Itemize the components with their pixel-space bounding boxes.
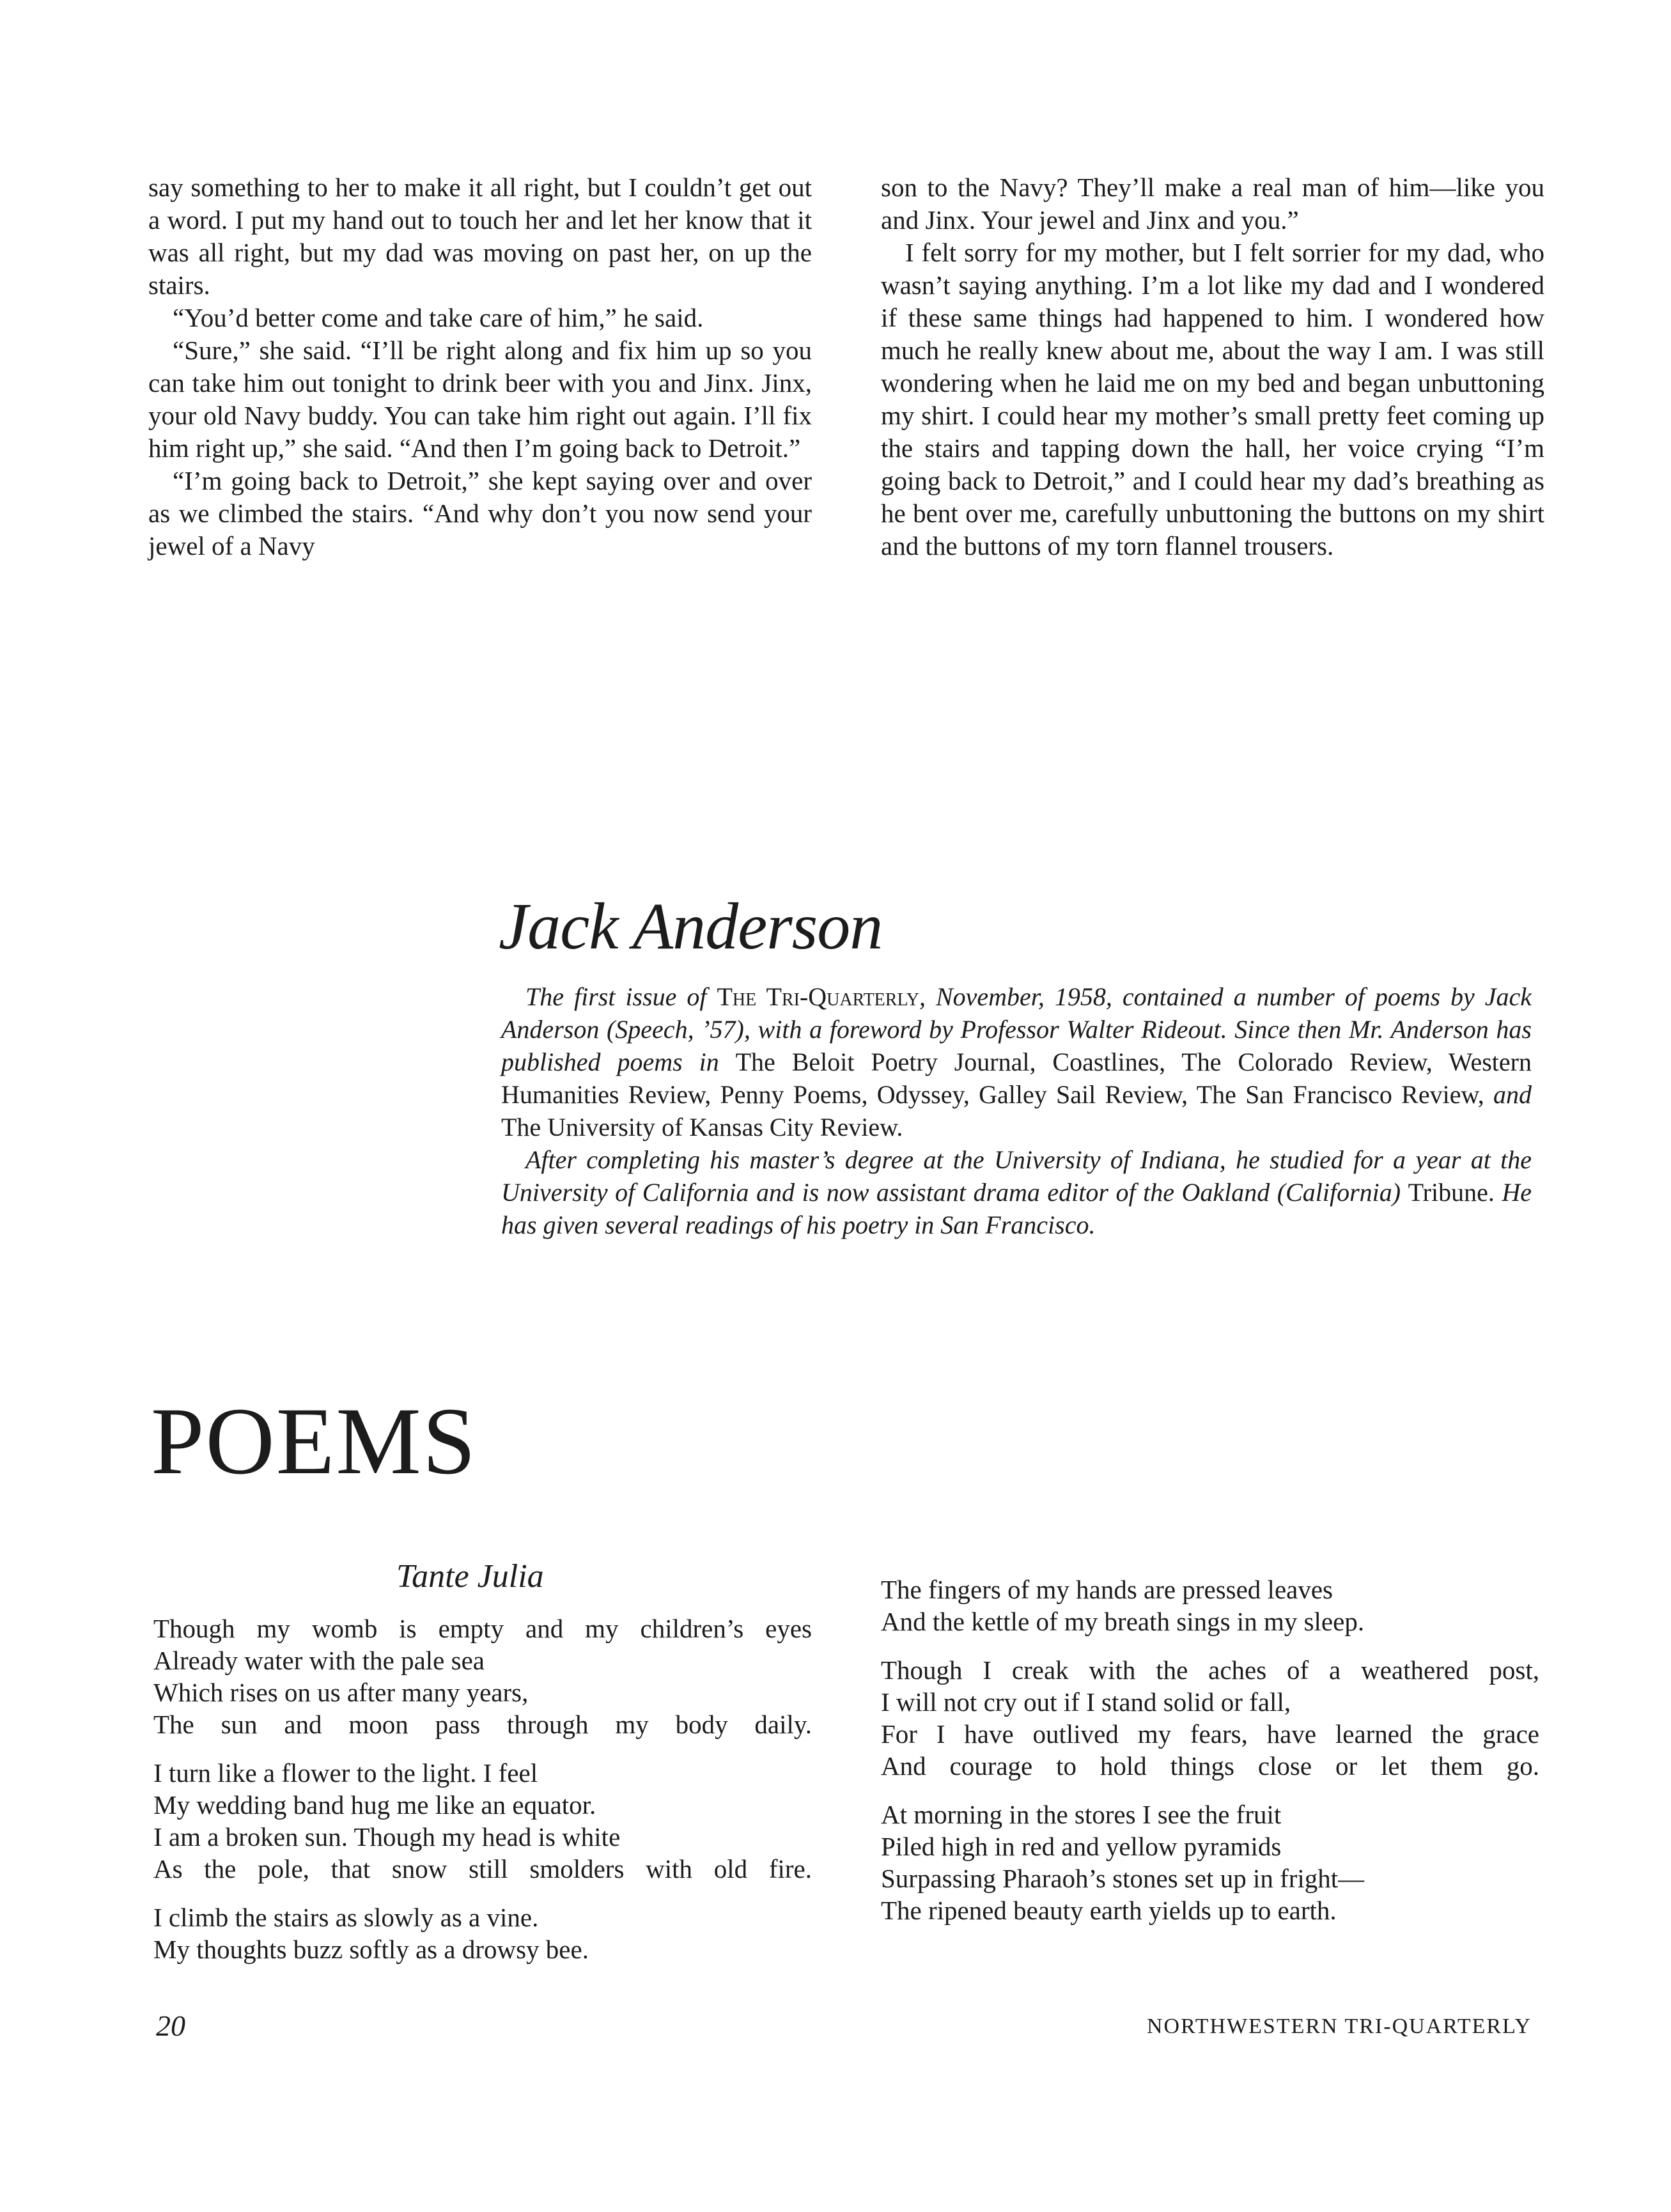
poem-line: I am a broken sun. Though my head is white: [153, 1822, 621, 1852]
poem-line: And the kettle of my breath sings in my sleep.: [881, 1607, 1365, 1636]
poem-stanza: [153, 1613, 812, 1740]
running-footer: NORTHWESTERN TRI-QUARTERLY: [1146, 2015, 1532, 2038]
story-paragraph: “You’d better come and take care of him,” he said.: [173, 303, 704, 332]
newspaper-title: Tribune.: [1408, 1178, 1495, 1207]
story-column-right: [881, 171, 1544, 562]
poem-line: For I have outlived my fears, have learned the grace: [881, 1719, 1539, 1749]
bio-paragraph: [501, 980, 1532, 1143]
story-column-left: [148, 171, 812, 562]
story-paragraph: say something to her to make it all right, but I couldn’t get out a word. I put my hand out to touch her and let her know that it was all right, but my dad was moving on past her, on up the stairs.: [148, 173, 812, 300]
poem-line: Which rises on us after many years,: [153, 1678, 529, 1707]
poem-line: Though my womb is empty and my children’s eyes: [153, 1614, 812, 1643]
journal-list: The Beloit Poetry Journal, Coastlines, The Colorado Review, Western Humanities Review, Penny Poems, Odyssey, Galley Sail Review, The San Francisco Review,: [501, 1048, 1532, 1109]
bio-text: After completing his master’s degree at the University of Indiana, he studied for a year at the University of California and is now assistant drama editor of the Oakland (California): [501, 1145, 1532, 1207]
poem-stanza: [881, 1574, 1539, 1637]
page-number: 20: [156, 2009, 185, 2042]
poem-column-right: [881, 1574, 1539, 1926]
author-bio: [501, 980, 1532, 1241]
poem-line: My wedding band hug me like an equator.: [153, 1790, 596, 1820]
poem-line: At morning in the stores I see the fruit: [881, 1800, 1282, 1829]
poem-line: Piled high in red and yellow pyramids: [881, 1832, 1282, 1861]
bio-text: He has given several readings of his poetry in San Francisco.: [501, 1178, 1532, 1239]
poem-line: Already water with the pale sea: [153, 1646, 485, 1675]
author-name: Jack Anderson: [499, 890, 883, 963]
poem-line: I climb the stairs as slowly as a vine.: [153, 1903, 539, 1932]
section-title: POEMS: [151, 1388, 478, 1494]
poem-line: Surpassing Pharaoh’s stones set up in fright—: [881, 1864, 1365, 1893]
bio-text: The first issue of: [525, 982, 717, 1011]
journal-list: The University of Kansas City Review.: [501, 1113, 903, 1141]
story-paragraph: “Sure,” she said. “I’ll be right along and fix him up so you can take him out tonight to drink beer with you and Jinx. Jinx, your old Navy buddy. You can take him right out again. I’ll fix him right up,” she said. “And then I’m going back to Detroit.”: [148, 336, 812, 463]
poem-stanza: [881, 1798, 1539, 1926]
story-paragraph: “I’m going back to Detroit,” she kept saying over and over as we climbed the stairs. “And why don’t you now send your jewel of a Navy: [148, 466, 812, 561]
story-paragraph: son to the Navy? They’ll make a real man of him—like you and Jinx. Your jewel and Jinx and you.”: [881, 173, 1544, 235]
bio-text: , November, 1958, contained a number of poems by Jack Anderson (Speech, ’57), with a foreword by Professor Walter Rideout. Since then Mr. Anderson has published poems in: [501, 982, 1532, 1076]
poem-line: I turn like a flower to the light. I feel: [153, 1758, 538, 1788]
poem-line: As the pole, that snow still smolders with old fire.: [153, 1854, 812, 1883]
poem-title: Tante Julia: [396, 1558, 544, 1595]
poem-stanza: [153, 1757, 812, 1885]
poem-column-left: [153, 1613, 812, 1965]
poem-line: The sun and moon pass through my body daily.: [153, 1710, 812, 1739]
poem-stanza: [153, 1901, 812, 1965]
bio-paragraph: [501, 1143, 1532, 1241]
poem-line: I will not cry out if I stand solid or fall,: [881, 1687, 1291, 1717]
poem-line: My thoughts buzz softly as a drowsy bee.: [153, 1935, 589, 1964]
story-paragraph: I felt sorry for my mother, but I felt sorrier for my dad, who wasn’t saying anything. I’m a lot like my dad and I wondered if these same things had happened to him. I wondered how much he really knew about me, about the way I am. I was still wondering when he laid me on my bed and began unbuttoning my shirt. I could hear my mother’s small pretty feet coming up the stairs and tapping down the hall, her voice crying “I’m going back to Detroit,” and I could hear my dad’s breathing as he bent over me, carefully unbuttoning the buttons on my shirt and the buttons of my torn flannel trousers.: [881, 238, 1544, 561]
poem-line: The ripened beauty earth yields up to earth.: [881, 1896, 1337, 1925]
bio-text: and: [1484, 1080, 1532, 1109]
poem-line: The fingers of my hands are pressed leaves: [881, 1575, 1333, 1604]
poem-line: And courage to hold things close or let them go.: [881, 1751, 1539, 1781]
magazine-title: The Tri-Quarterly: [717, 982, 919, 1011]
poem-line: Though I creak with the aches of a weathered post,: [881, 1655, 1539, 1685]
poem-stanza: [881, 1654, 1539, 1782]
